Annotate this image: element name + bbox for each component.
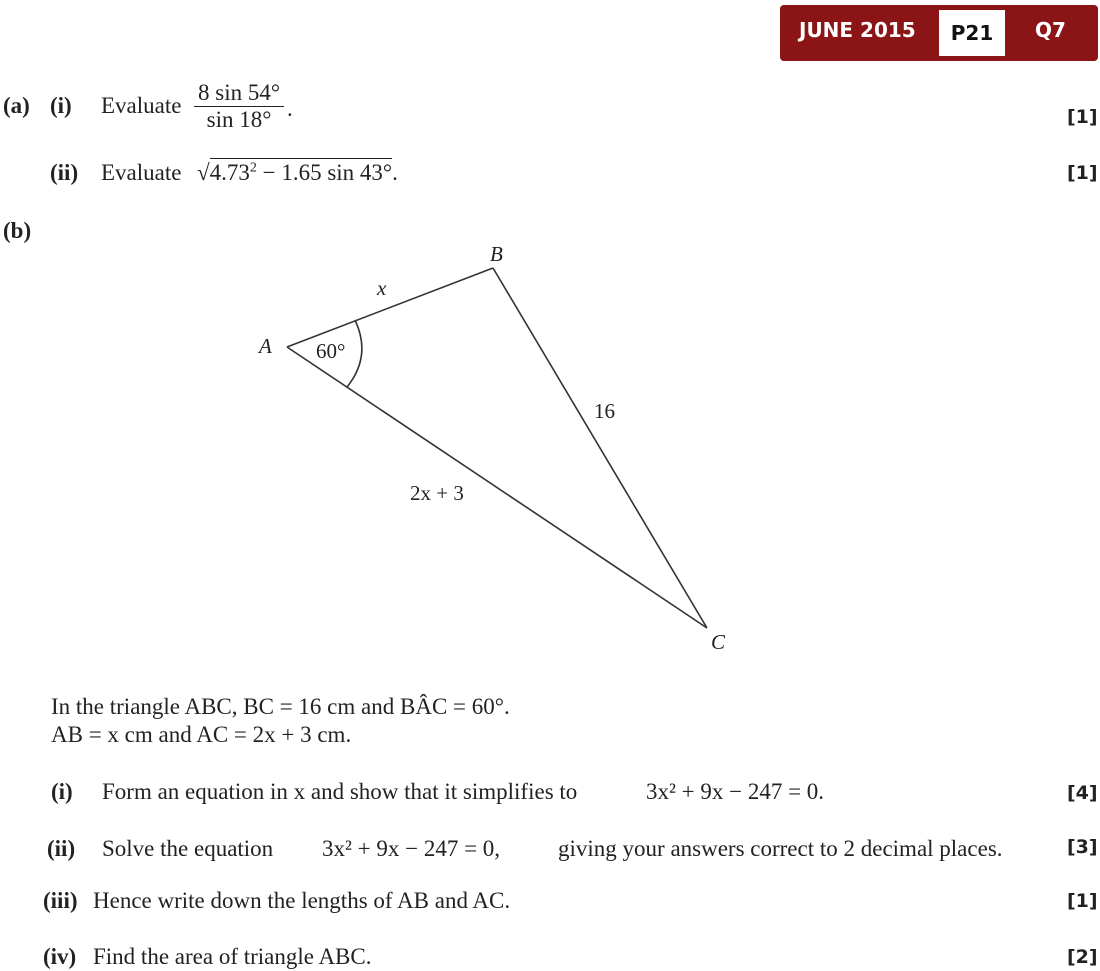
part-b-iii-label: (iii) (43, 888, 78, 913)
angle-arc (347, 320, 362, 387)
mark-b-iii: [1] (1067, 890, 1098, 912)
question-number: Q7 (1035, 18, 1066, 42)
stem-line-2: AB = x cm and AC = 2x + 3 cm. (51, 722, 352, 747)
part-b-ii-equation: 3x² + 9x − 247 = 0, (322, 836, 501, 861)
side-ab-label: x (377, 276, 387, 300)
paper-code: P21 (939, 10, 1005, 56)
side-ac-label: 2x + 3 (410, 481, 464, 505)
mark-b-i: [4] (1067, 782, 1098, 804)
stem-line-1: In the triangle ABC, BC = 16 cm and BÂC = 60°. (51, 694, 510, 719)
side-bc (493, 268, 707, 628)
part-b-iv-label: (iv) (43, 944, 77, 969)
part-b-ii-text: Solve the equation (102, 836, 274, 861)
mark-b-ii: [3] (1067, 836, 1098, 858)
part-b-i-label: (i) (51, 779, 73, 804)
part-b-i-text: Form an equation in x and show that it simplifies to (102, 779, 578, 804)
part-a-ii-label: (ii) (50, 160, 79, 185)
radicand: $4.73^2 - 1.65$ sin 43° (209, 160, 393, 185)
part-a-ii-text: Evaluate (101, 160, 182, 185)
angle-a-label: 60° (316, 339, 346, 363)
part-a-i-label: (i) (50, 93, 72, 118)
mark-a-i: [1] (1067, 106, 1098, 128)
mark-a-ii: [1] (1067, 162, 1098, 184)
side-ac (287, 347, 707, 628)
mark-b-iv: [2] (1067, 946, 1098, 968)
fraction-denominator: sin 18° (206, 107, 272, 132)
part-a-label: (a) (3, 93, 30, 118)
side-bc-label: 16 (594, 399, 615, 423)
part-a-i-text: Evaluate (101, 93, 182, 118)
part-b-iv-text: Find the area of triangle ABC. (93, 944, 372, 969)
part-b-label: (b) (3, 218, 32, 243)
radical-sign: √ (197, 160, 210, 185)
fraction-numerator: 8 sin 54° (194, 80, 284, 107)
vertex-b-label: B (490, 242, 503, 266)
period: . (287, 96, 293, 121)
vertex-a-label: A (259, 334, 272, 358)
part-b-iii-text: Hence write down the lengths of AB and AC. (93, 888, 511, 913)
side-ab (287, 268, 493, 347)
part-b-ii-label: (ii) (47, 836, 76, 861)
exam-date: JUNE 2015 (799, 18, 916, 42)
part-b-ii-text2: giving your answers correct to 2 decimal places. (558, 836, 1003, 861)
vertex-c-label: C (711, 630, 726, 654)
square-root-expression: $√4.73^2 - 1.65$ sin 43°. (197, 160, 398, 185)
part-b-i-equation: 3x² + 9x − 247 = 0. (646, 779, 825, 804)
